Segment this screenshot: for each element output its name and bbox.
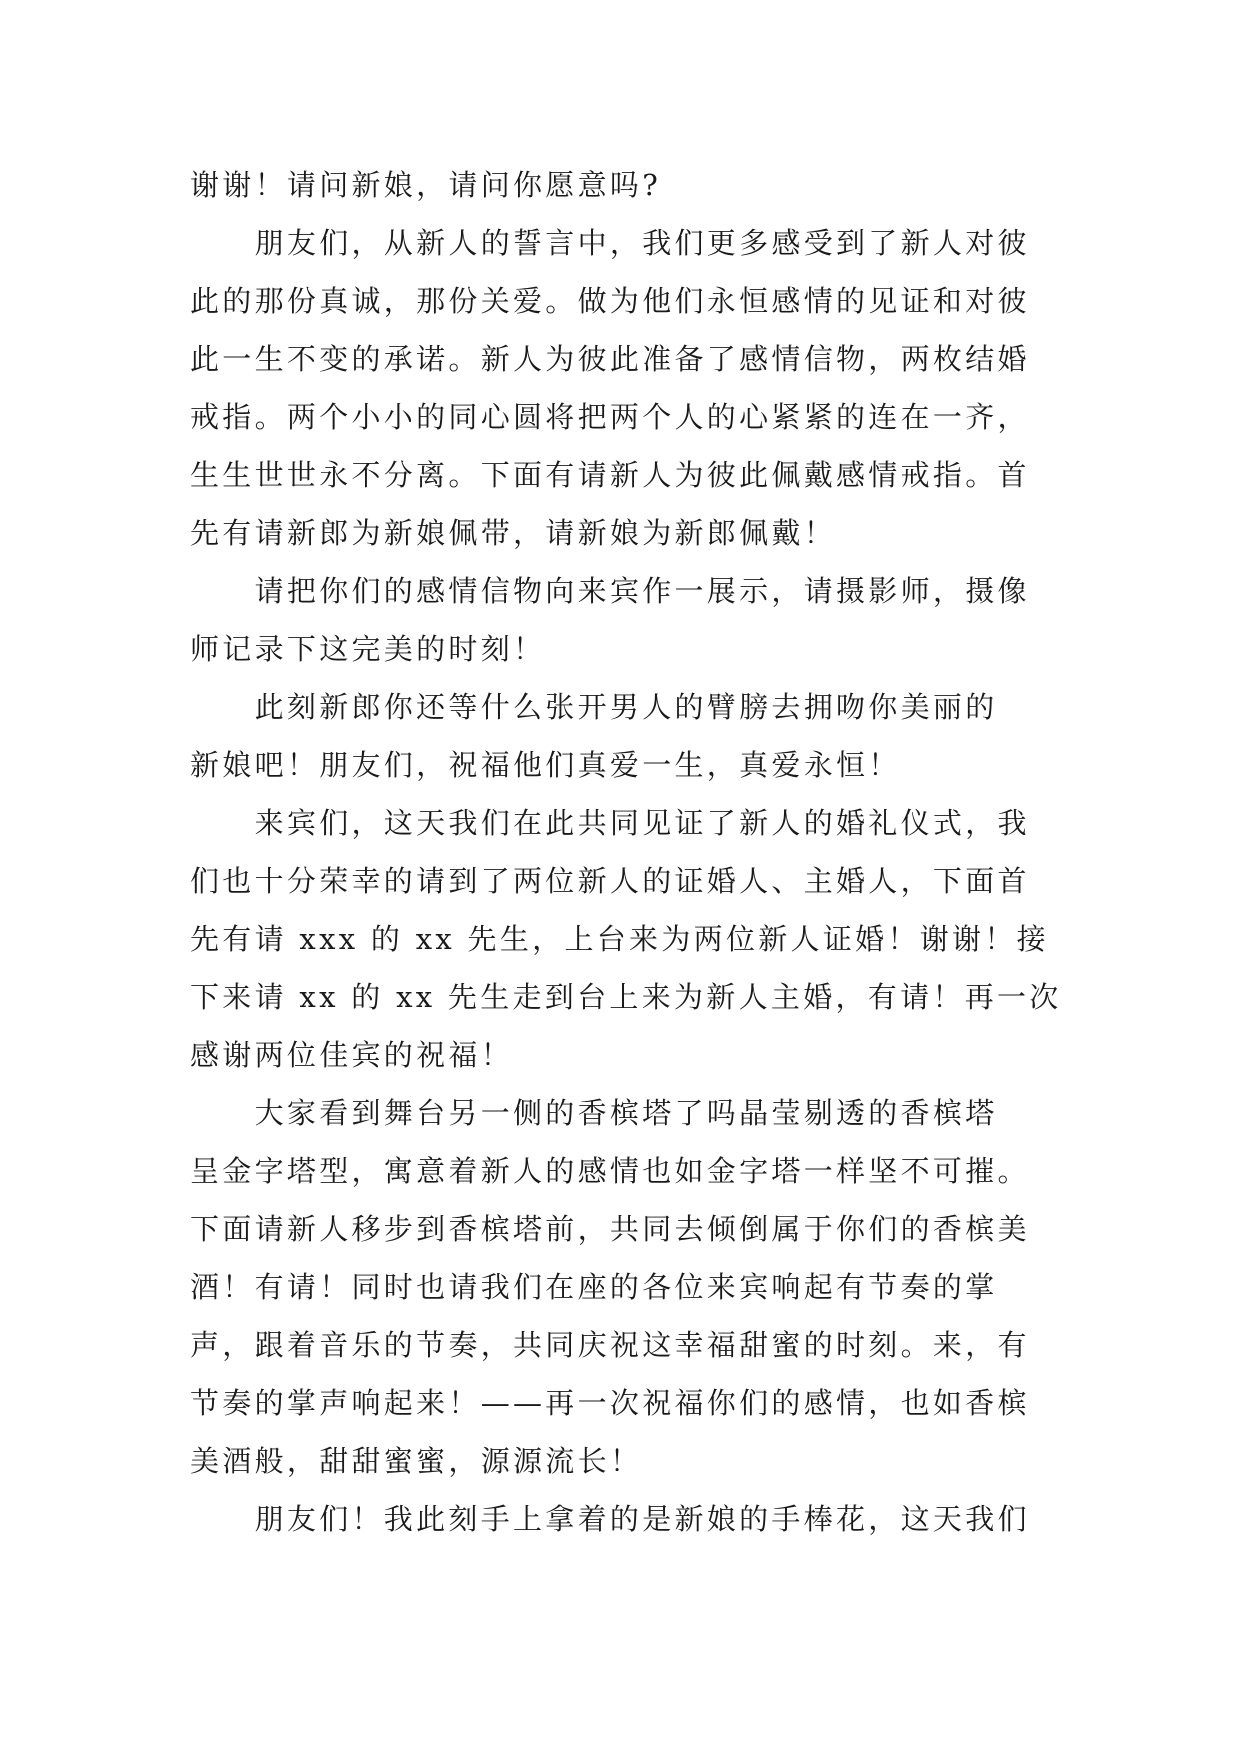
text-line: 谢谢！请问新娘，请问你愿意吗? bbox=[190, 168, 662, 202]
text-line: 朋友们，从新人的誓言中，我们更多感受到了新人对彼 bbox=[190, 226, 1030, 260]
text-line: 下来请 xx 的 xx 先生走到台上来为新人主婚，有请！再一次 bbox=[190, 980, 1062, 1014]
text-line: 感谢两位佳宾的祝福！ bbox=[190, 1038, 514, 1072]
text-line: 们也十分荣幸的请到了两位新人的证婚人、主婚人，下面首 bbox=[190, 864, 1030, 898]
text-line: 此的那份真诚，那份关爱。做为他们永恒感情的见证和对彼 bbox=[190, 284, 1030, 318]
text-line: 下面请新人移步到香槟塔前，共同去倾倒属于你们的香槟美 bbox=[190, 1212, 1030, 1246]
text-line: 节奏的掌声响起来！——再一次祝福你们的感情，也如香槟 bbox=[190, 1386, 1030, 1420]
text-line: 此刻新郎你还等什么张开男人的臂膀去拥吻你美丽的 bbox=[190, 690, 998, 724]
text-line: 声，跟着音乐的节奏，共同庆祝这幸福甜蜜的时刻。来，有 bbox=[190, 1328, 1030, 1362]
text-line: 朋友们！我此刻手上拿着的是新娘的手棒花，这天我们 bbox=[190, 1502, 1030, 1536]
text-line: 生生世世永不分离。下面有请新人为彼此佩戴感情戒指。首 bbox=[190, 458, 1030, 492]
text-line: 戒指。两个小小的同心圆将把两个人的心紧紧的连在一齐， bbox=[190, 400, 1030, 434]
text-line: 此一生不变的承诺。新人为彼此准备了感情信物，两枚结婚 bbox=[190, 342, 1030, 376]
text-line: 新娘吧！朋友们，祝福他们真爱一生，真爱永恒！ bbox=[190, 748, 901, 782]
text-line: 酒！有请！同时也请我们在座的各位来宾响起有节奏的掌 bbox=[190, 1270, 998, 1304]
text-line: 请把你们的感情信物向来宾作一展示，请摄影师，摄像 bbox=[190, 574, 1030, 608]
text-line: 美酒般，甜甜蜜蜜，源源流长！ bbox=[190, 1444, 643, 1478]
text-line: 师记录下这完美的时刻！ bbox=[190, 632, 546, 666]
text-line: 先有请新郎为新娘佩带，请新娘为新郎佩戴！ bbox=[190, 516, 837, 550]
text-line: 呈金字塔型，寓意着新人的感情也如金字塔一样坚不可摧。 bbox=[190, 1154, 1030, 1188]
text-line: 先有请 xxx 的 xx 先生，上台来为两位新人证婚！谢谢！接 bbox=[190, 922, 1049, 956]
text-line: 大家看到舞台另一侧的香槟塔了吗晶莹剔透的香槟塔 bbox=[190, 1096, 998, 1130]
text-line: 来宾们，这天我们在此共同见证了新人的婚礼仪式，我 bbox=[190, 806, 1030, 840]
